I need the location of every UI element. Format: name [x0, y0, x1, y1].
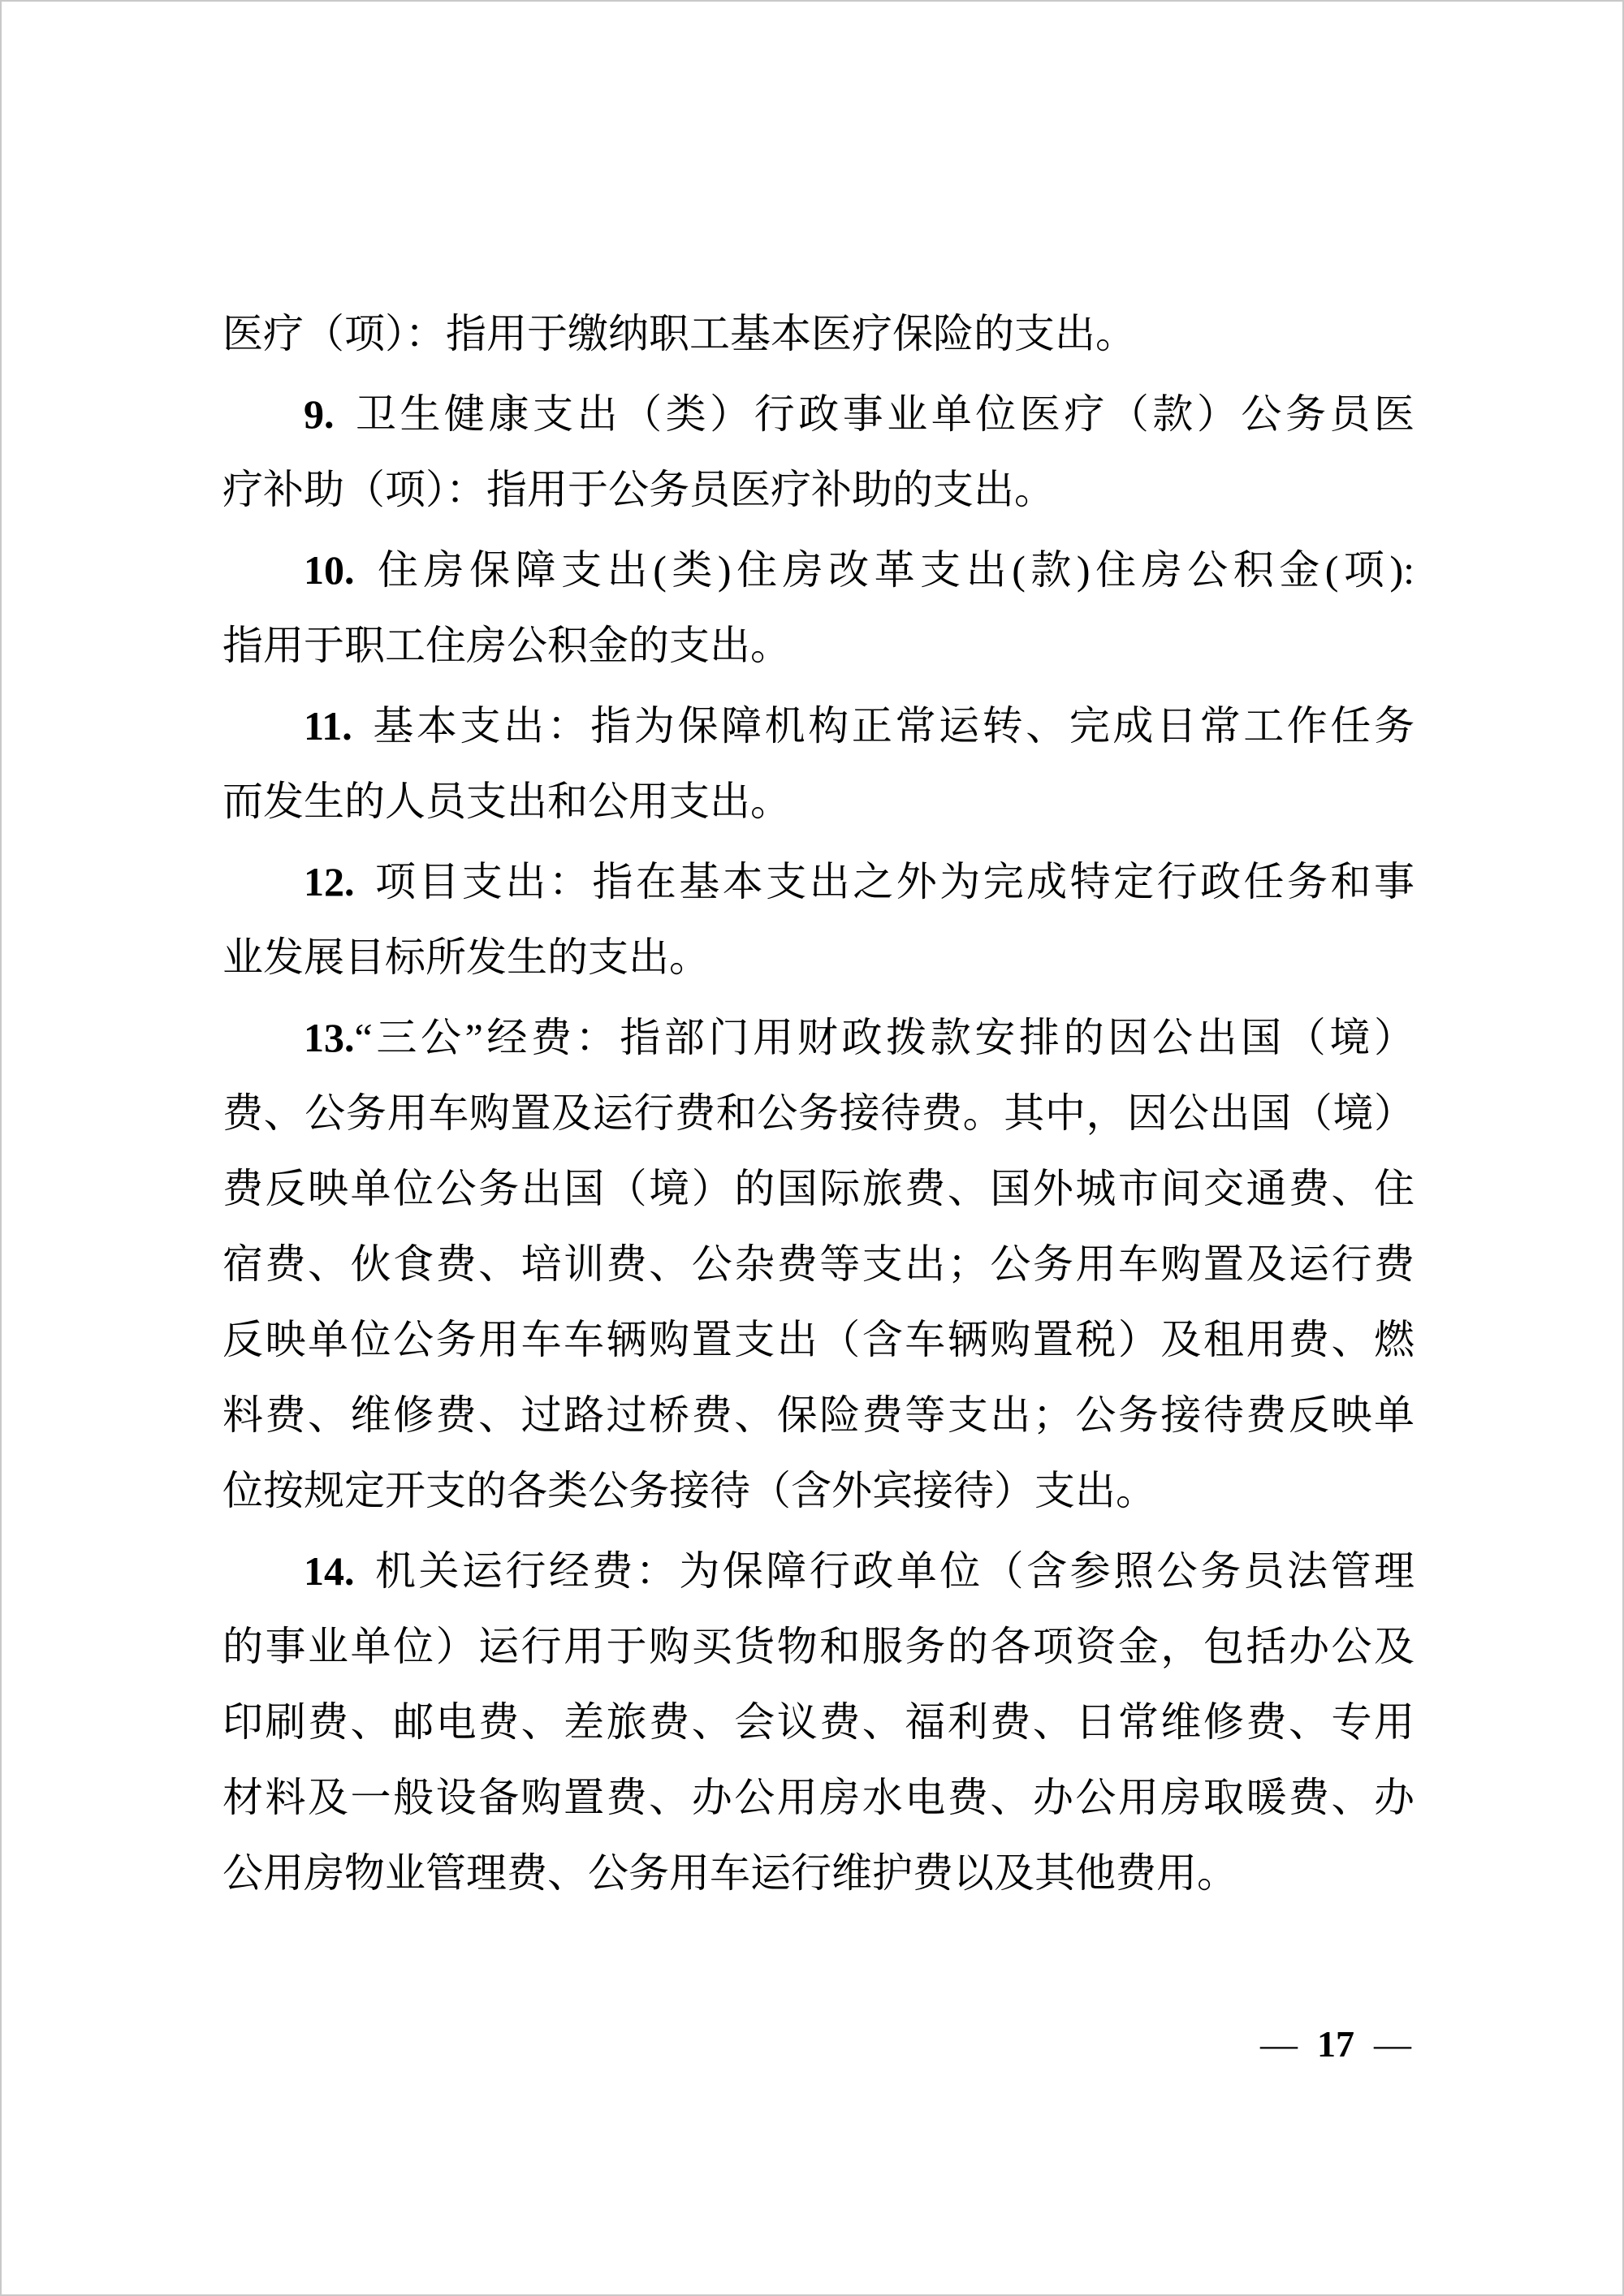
text-line: 9. 卫生健康支出（类）行政事业单位医疗（款）公务员医 — [304, 391, 1415, 437]
item-number: 10. — [304, 547, 355, 593]
paragraph — [222, 533, 1415, 684]
text-line: 12. 项目支出：指在基本支出之外为完成特定行政任务和事 — [304, 859, 1415, 904]
paragraph — [222, 1534, 1415, 1911]
text-line: 13.“三公”经费：指部门用财政拨款安排的因公出国（境） — [304, 1015, 1415, 1060]
document-body — [222, 296, 1415, 1911]
text-line: 11. 基本支出：指为保障机构正常运转、完成日常工作任务 — [304, 703, 1415, 749]
text-line: 料费、维修费、过路过桥费、保险费等支出；公务接待费反映单 — [222, 1392, 1415, 1438]
item-number: 9. — [304, 391, 335, 437]
item-number: 14. — [304, 1548, 355, 1594]
text-line: 10. 住房保障支出(类)住房改革支出(款)住房公积金(项): — [304, 547, 1415, 593]
text-line: 费反映单位公务出国（境）的国际旅费、国外城市间交通费、住 — [222, 1166, 1415, 1211]
item-number: 13. — [304, 1015, 355, 1060]
text-line: 材料及一般设备购置费、办公用房水电费、办公用房取暖费、办 — [222, 1775, 1415, 1820]
text-line: 而发生的人员支出和公用支出。 — [222, 779, 791, 824]
page-footer — [1260, 2018, 1411, 2069]
item-number: 11. — [304, 703, 352, 749]
footer-left-dash: — — [1260, 2022, 1298, 2065]
text-line: 医疗（项）：指用于缴纳职工基本医疗保险的支出。 — [222, 311, 1136, 356]
text-line: 公用房物业管理费、公务用车运行维护费以及其他费用。 — [222, 1850, 1237, 1896]
text-line: 印刷费、邮电费、差旅费、会议费、福利费、日常维修费、专用 — [222, 1699, 1415, 1745]
text-line: 位按规定开支的各类公务接待（含外宾接待）支出。 — [222, 1468, 1156, 1513]
paragraph — [222, 296, 1415, 372]
text-line: 14. 机关运行经费：为保障行政单位（含参照公务员法管理 — [304, 1548, 1415, 1594]
footer-right-dash: — — [1374, 2022, 1411, 2065]
text-line: 业发展目标所发生的支出。 — [222, 934, 710, 980]
text-line: 疗补助（项）：指用于公务员医疗补助的支出。 — [222, 467, 1055, 512]
page-number: 17 — [1317, 2022, 1354, 2065]
text-line: 费、公务用车购置及运行费和公务接待费。其中，因公出国（境） — [222, 1090, 1415, 1136]
paragraph — [222, 844, 1415, 995]
text-line: 指用于职工住房公积金的支出。 — [222, 623, 791, 668]
paragraph — [222, 1000, 1415, 1529]
item-number: 12. — [304, 859, 355, 904]
paragraph — [222, 377, 1415, 528]
paragraph — [222, 688, 1415, 839]
text-line: 宿费、伙食费、培训费、公杂费等支出；公务用车购置及运行费 — [222, 1241, 1415, 1287]
text-line: 的事业单位）运行用于购买货物和服务的各项资金，包括办公及 — [222, 1624, 1415, 1669]
text-line: 反映单位公务用车车辆购置支出（含车辆购置税）及租用费、燃 — [222, 1317, 1415, 1362]
